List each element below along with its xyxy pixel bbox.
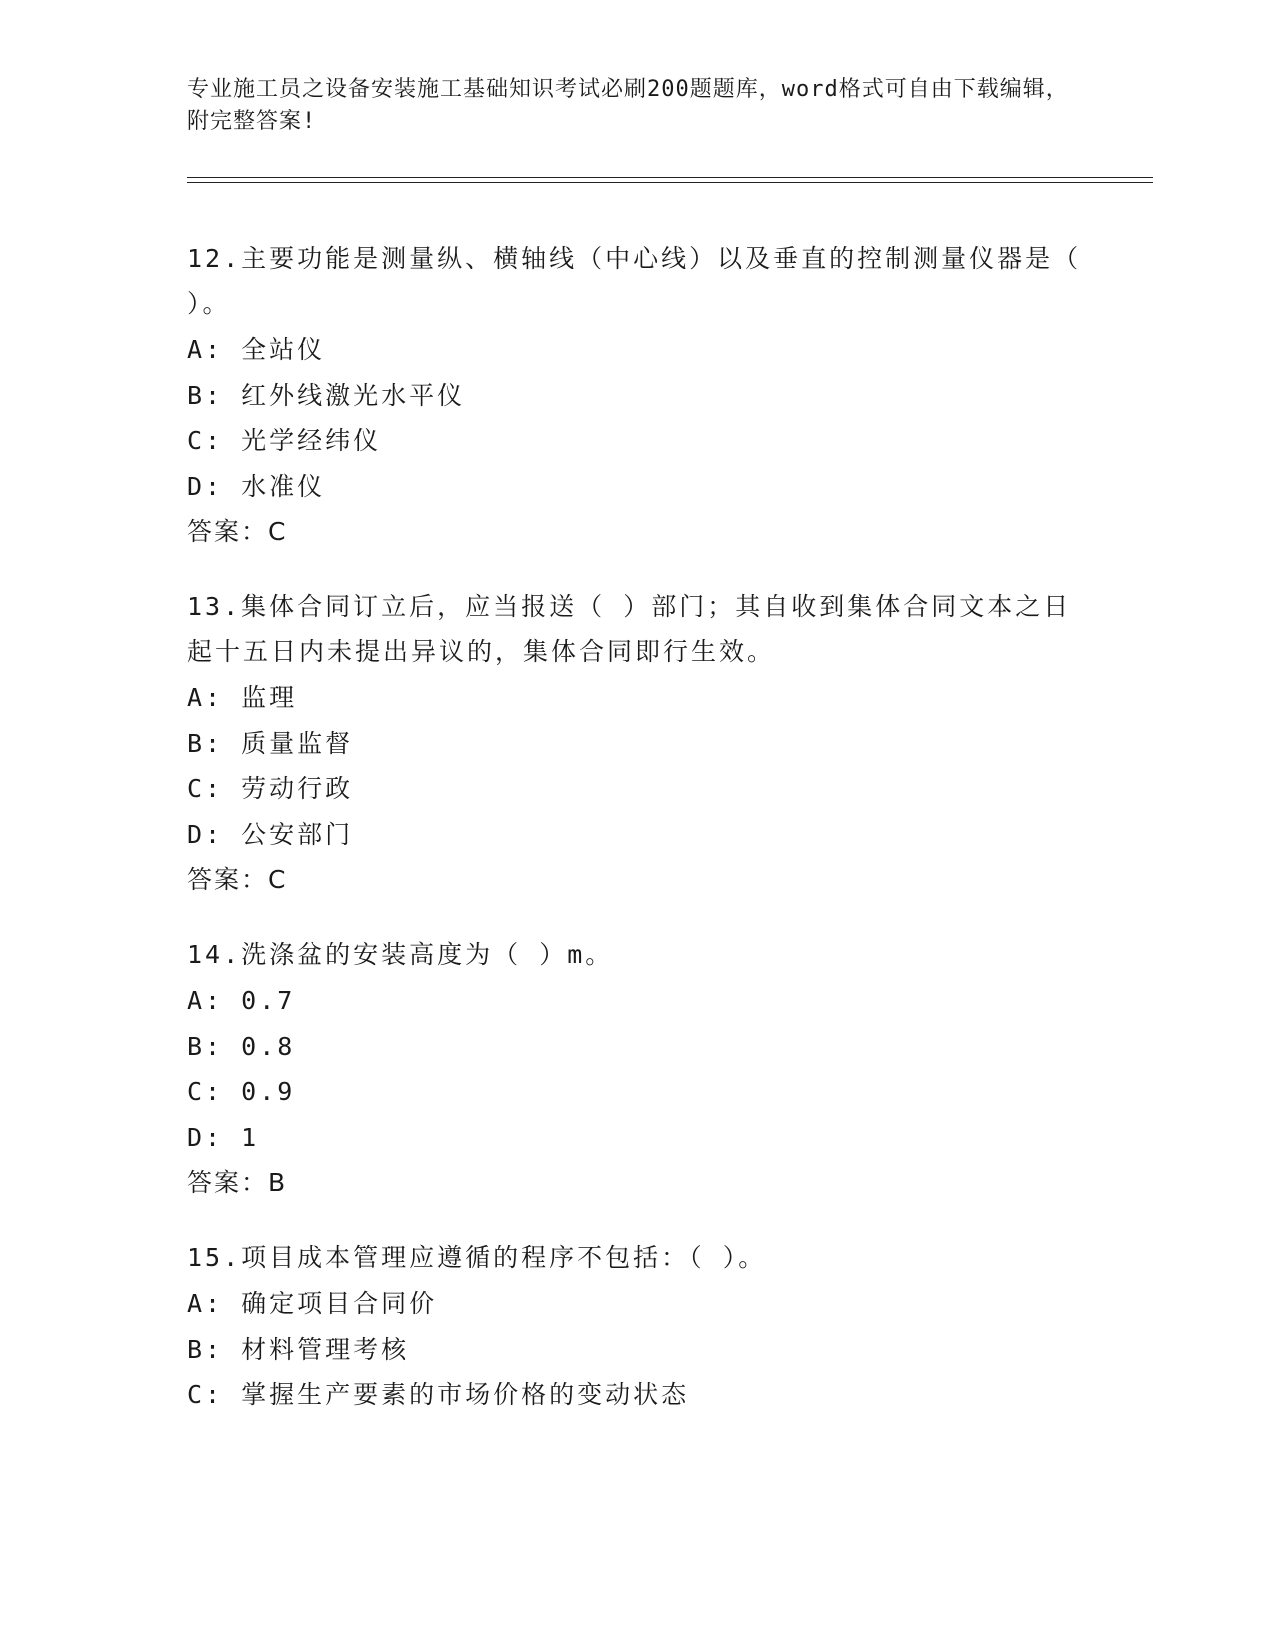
answer-line xyxy=(187,1160,1087,1205)
answer-label: 答案： xyxy=(187,517,269,546)
option-d: D: 水准仪 xyxy=(187,471,326,501)
question-stem: 14.洗涤盆的安装高度为（ ）m。 xyxy=(187,940,614,969)
header-divider-bottom xyxy=(187,182,1153,183)
option-d: D: 公安部门 xyxy=(187,819,354,849)
option-d: D: 1 xyxy=(187,1122,260,1152)
question-stem: 13.集体合同订立后，应当报送（ ）部门；其自收到集体合同文本之日起十五日内未提出异议的，集体合同即行生效。 xyxy=(187,592,1072,666)
header-divider-top xyxy=(187,177,1153,178)
option-a: A: 0.7 xyxy=(187,986,296,1015)
answer-value: C xyxy=(268,865,288,894)
option-b: B: 材料管理考核 xyxy=(187,1334,410,1364)
answer-value: C xyxy=(268,517,288,546)
question-stem: 12.主要功能是测量纵、横轴线（中心线）以及垂直的控制测量仪器是（ ）。 xyxy=(187,244,1082,318)
question-14 xyxy=(187,932,1087,1205)
answer-label: 答案： xyxy=(187,1168,269,1197)
question-stem: 15.项目成本管理应遵循的程序不包括：（ ）。 xyxy=(187,1243,767,1272)
document-header: 专业施工员之设备安装施工基础知识考试必刷200题题库，word格式可自由下载编辑，附完整答案! xyxy=(187,77,1069,134)
question-list xyxy=(187,236,1087,1448)
option-a: A: 监理 xyxy=(187,683,298,712)
option-a: A: 确定项目合同价 xyxy=(187,1289,438,1318)
option-b: B: 红外线激光水平仪 xyxy=(187,380,466,410)
option-b: B: 0.8 xyxy=(187,1031,296,1061)
answer-value: B xyxy=(268,1168,288,1197)
question-13 xyxy=(187,584,1087,902)
question-15 xyxy=(187,1235,1087,1418)
answer-label: 答案： xyxy=(187,865,269,894)
option-b: B: 质量监督 xyxy=(187,728,354,758)
option-c: C: 光学经纬仪 xyxy=(187,426,382,455)
option-c: C: 0.9 xyxy=(187,1077,296,1106)
option-c: C: 劳动行政 xyxy=(187,774,354,803)
answer-line xyxy=(187,857,1087,902)
option-a: A: 全站仪 xyxy=(187,335,326,364)
question-12 xyxy=(187,236,1087,554)
answer-line xyxy=(187,509,1087,554)
option-c: C: 掌握生产要素的市场价格的变动状态 xyxy=(187,1380,690,1409)
